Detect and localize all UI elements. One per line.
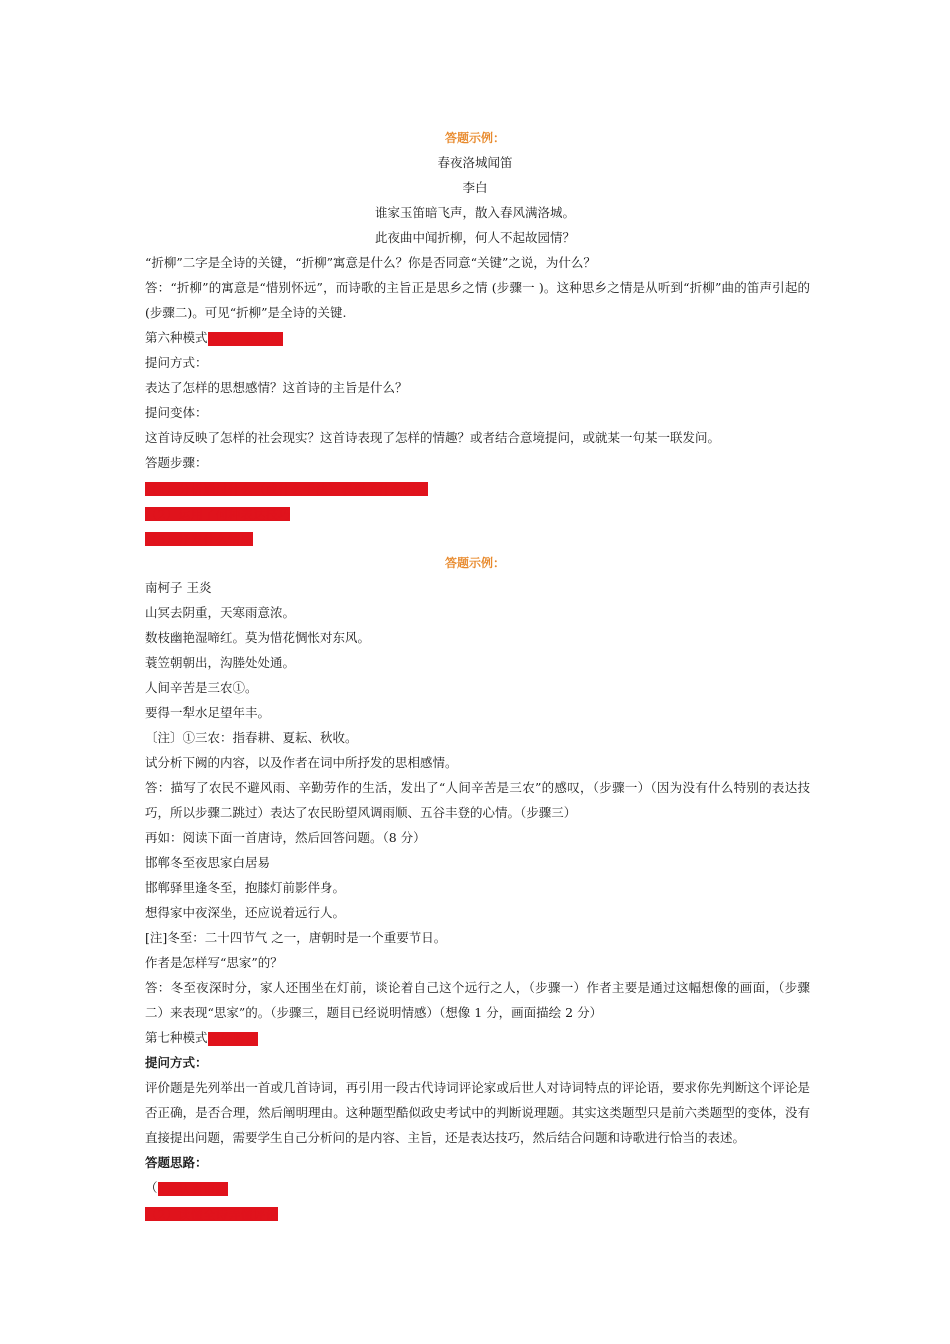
variant-label: 提问变体： (145, 405, 208, 420)
poem-line: 想得家中夜深坐，还应说着远行人。 (145, 905, 346, 920)
answer-text: 答：“折柳”的寓意是“惜别怀远”，而诗歌的主旨正是思乡之情 (步骤一 )。这种思乡之情是从听到“折柳”曲的笛声引起的(步骤二)。可见“折柳”是全诗的关键. (145, 280, 810, 320)
example-heading: 答题示例： (444, 131, 505, 145)
question-text: 试分析下阙的内容，以及作者在词中所抒发的思相感情。 (145, 755, 458, 770)
mode6-title (145, 330, 810, 346)
poem-line: 人间辛苦是三农①。 (145, 680, 258, 695)
answer-text: 答：冬至夜深时分，家人还围坐在灯前，谈论着自己这个远行之人，（步骤一）作者主要是通过这幅想像的画面，（步骤二）来表现“思家”的。（步骤三，题目已经说明情感）（想像 1 分，画面描绘 2 分） (145, 980, 810, 1020)
mode7-title (145, 1030, 810, 1046)
think-label: 答题思路： (145, 1155, 208, 1170)
highlight-block: （2）运用了何种表达技巧 (145, 507, 291, 522)
poem-line: 山冥去阴重，天寒雨意浓。 (145, 605, 296, 620)
ask-label: 提问方式： (145, 355, 208, 370)
ask-text: 表达了怎样的思想感情？这首诗的主旨是什么？ (145, 380, 408, 395)
poem-author: 李白 (462, 180, 488, 195)
poem-line: 邯郸驿里逢冬至，抱膝灯前影伴身。 (145, 880, 346, 895)
step-item (145, 505, 810, 521)
answer-text: 答：描写了农民不避风雨、辛勤劳作的生活，发出了“人间辛苦是三农”的感叹，（步骤一）（因为没有什么特别的表达技巧，所以步骤二跳过）表达了农民盼望风调雨顺、五谷丰登的心情。（步骤三） (145, 780, 810, 820)
highlight-block: 评价鉴赏 (207, 1032, 258, 1047)
highlight-block: （3）抒发什么情感 (145, 532, 253, 547)
poem-verse: 谁家玉笛暗飞声，散入春风满洛城。 (374, 205, 575, 220)
highlight-block: （1）分析通过什么（或什么手法）表现了什么内容 (145, 482, 428, 497)
mode-title-prefix: 第六种模式 (145, 330, 208, 345)
highlight-block: （2）读懂全诗弄懂评论 (145, 1207, 278, 1222)
poem-title: 南柯子 王炎 (145, 580, 212, 595)
step-item (145, 530, 810, 546)
poem-title: 邯郸冬至夜思家白居易 (145, 855, 271, 870)
mode-title-prefix: 第七种模式 (145, 1030, 208, 1045)
step-item (145, 480, 810, 496)
ask-label: 提问方式： (145, 1055, 208, 1070)
variant-text: 这首诗反映了怎样的社会现实？这首诗表现了怎样的情趣？或者结合意境提问，或就某一句某一联发问。 (145, 430, 721, 445)
step-item (145, 1180, 810, 1196)
again-text: 再如：阅读下面一首唐诗，然后回答问题。（8 分） (145, 830, 426, 845)
poem-line: 蓑笠朝朝出，沟塍处处通。 (145, 655, 296, 670)
highlight-block: 观点、态度型 (207, 332, 283, 347)
poem-title: 春夜洛城闻笛 (437, 155, 513, 170)
steps-label: 答题步骤： (145, 455, 208, 470)
poem-line: 数枝幽艳湿啼红。莫为惜花惆怅对东风。 (145, 630, 371, 645)
ask-text: 评价题是先列举出一首或几首诗词，再引用一段古代诗词评论家或后世人对诗词特点的评论语，要求你先判断这个评论是否正确，是否合理，然后阐明理由。这种题型酷似政史考试中的判断说理题。其实这类题型只是前六类题型的变体，没有直接提出问题，需要学生自己分析问的是内容、主旨，还是表达技巧，然后结合问题和诗歌进行恰当的表述。 (145, 1080, 810, 1145)
example-heading: 答题示例： (444, 556, 505, 570)
highlight-block: 1）认真审题 (157, 1182, 228, 1197)
note-text: 〔注〕①三农：指春耕、夏耘、秋收。 (145, 730, 358, 745)
question-text: “折柳”二字是全诗的关键，“折柳”寓意是什么？你是否同意“关键”之说，为什么？ (145, 255, 596, 270)
note-text: [注]冬至：二十四节气 之一，唐朝时是一个重要节日。 (145, 930, 447, 945)
step-prefix: （ (145, 1180, 158, 1195)
step-item (145, 1205, 810, 1221)
question-text: 作者是怎样写“思家”的？ (145, 955, 283, 970)
poem-line: 要得一犁水足望年丰。 (145, 705, 271, 720)
poem-verse: 此夜曲中闻折柳，何人不起故园情？ (374, 230, 575, 245)
